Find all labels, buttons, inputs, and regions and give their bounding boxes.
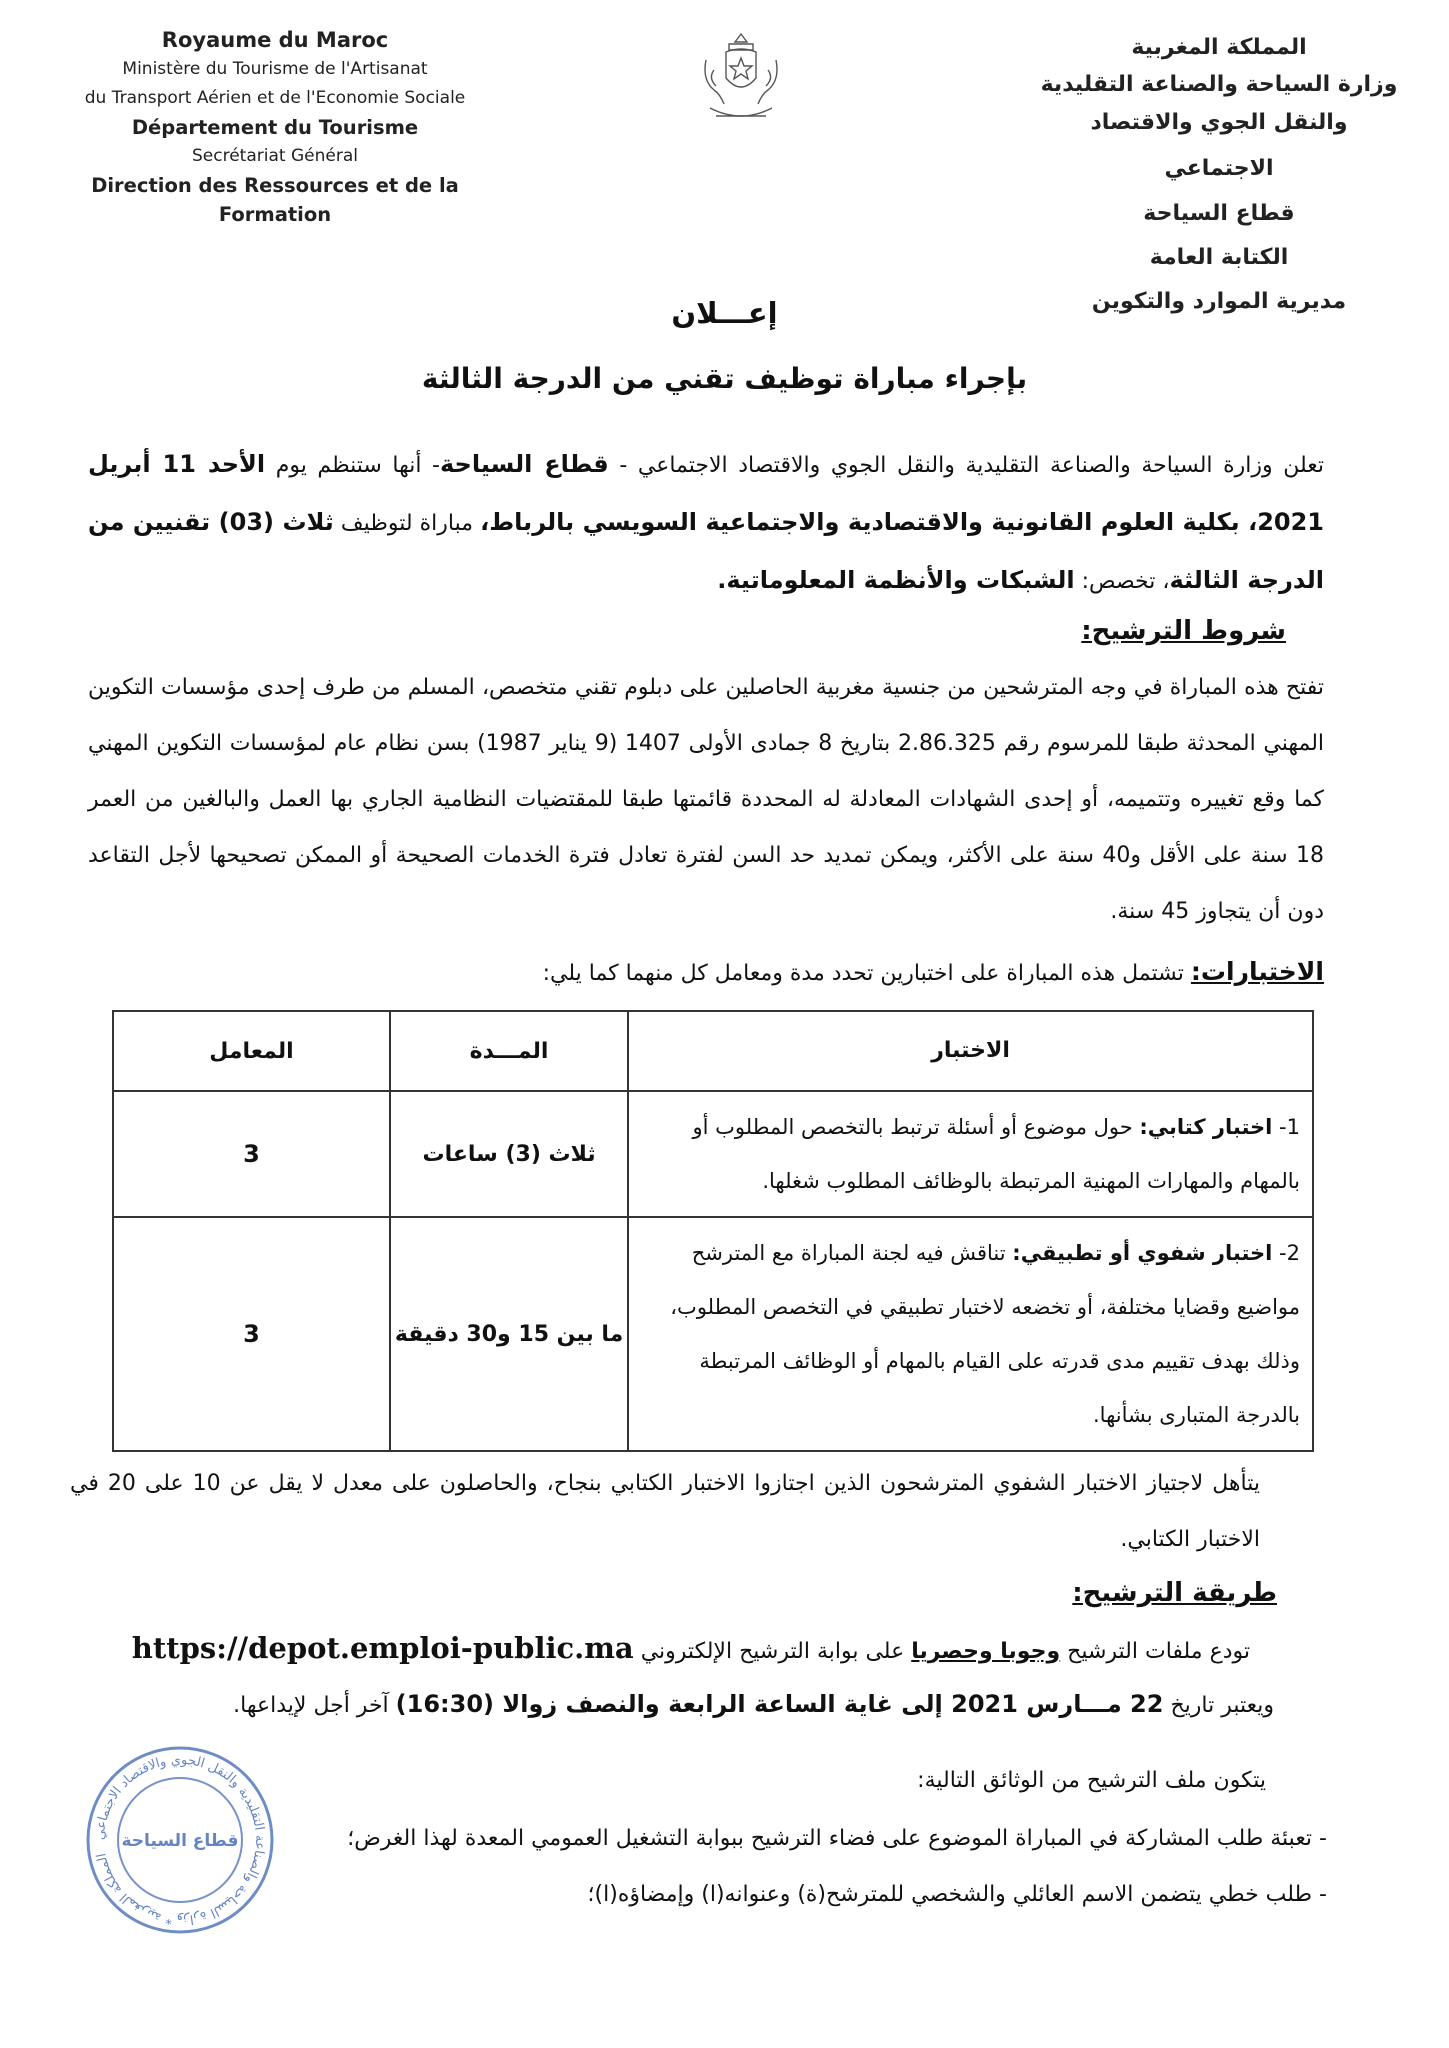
method-text-4: ويعتبر تاريخ — [1163, 1693, 1274, 1718]
method-mandatory: وجوبا وحصريا — [911, 1639, 1061, 1664]
exam-cell — [628, 1091, 1313, 1217]
department-fr: Département du Tourisme — [131, 116, 419, 139]
intro-specialty: الشبكات والأنظمة المعلوماتية. — [717, 566, 1075, 594]
intro-text-c: - أنها ستنظم يوم — [265, 453, 440, 478]
kingdom-ar: المملكة المغربية — [1131, 35, 1307, 60]
exams-heading: الاختبارات: — [1190, 957, 1324, 986]
kingdom-fr: Royaume du Maroc — [161, 28, 389, 52]
method-line-2 — [70, 1676, 1274, 1734]
intro-text-a: تعلن وزارة السياحة والصناعة التقليدية والنقل الجوي والاقتصاد الاجتماعي - — [608, 453, 1324, 478]
stamp-center-text: قطاع السياحة — [121, 1831, 239, 1851]
direction-ar: مديرية الموارد والتكوين — [1091, 289, 1347, 314]
header-arabic — [1039, 26, 1399, 324]
method-text-1: تودع ملفات الترشيح — [1060, 1639, 1250, 1664]
method-text-6: آخر أجل لإيداعها. — [233, 1693, 396, 1718]
intro-text-e: مباراة لتوظيف — [333, 511, 481, 536]
intro-text-g: ، تخصص: — [1074, 569, 1170, 594]
table-row — [113, 1091, 1313, 1217]
announcement-title: إعـــلان — [671, 296, 778, 330]
coat-of-arms-icon — [696, 30, 786, 130]
col-exam-header: الاختبار — [628, 1011, 1313, 1091]
method-text-3: على بوابة الترشيح الإلكتروني — [633, 1639, 912, 1664]
ministry-ar-1: وزارة السياحة والصناعة التقليدية — [1040, 72, 1398, 97]
exams-table — [112, 1010, 1314, 1452]
direction-fr: Direction des Ressources et de la Formation — [91, 174, 459, 226]
exams-intro — [88, 944, 1324, 1002]
announcement-subtitle: بإجراء مباراة توظيف تقني من الدرجة الثالثة — [421, 362, 1028, 395]
method-heading: طريقة الترشيح: — [1072, 1578, 1277, 1608]
exam-cell — [628, 1217, 1313, 1451]
documents-intro: يتكون ملف الترشيح من الوثائق التالية: — [917, 1768, 1266, 1793]
intro-positions: ثلاث (03) تقنيين من الدرجة الثالثة — [88, 508, 1324, 594]
col-coef-header: المعامل — [113, 1011, 390, 1091]
ministry-fr-1: Ministère du Tourisme de l'Artisanat — [122, 59, 428, 79]
qualification-paragraph: يتأهل لاجتياز الاختبار الشفوي المترشحون الذين اجتازوا الاختبار الكتابي بنجاح، والحاصلون على معدل لا يقل عن 10 على 20 في الاختبار الكتابي. — [70, 1471, 1260, 1552]
conditions-paragraph: تفتح هذه المباراة في وجه المترشحين من جنسية مغربية الحاصلين على دبلوم تقني متخصص، المسلم من طرف إحدى مؤسسات التكوين المهني المحدثة طبقا للمرسوم رقم 2.86.325 بتاريخ 8 جمادى الأولى 1407 (9 يناير 1987) بسن نظام عام لمؤسسات التكوين المهني كما وقع تغييره وتتميمه، أو إحدى الشهادات المعادلة له المحددة قائمتها طبقا للمقتضيات النظامية الجاري بها العمل والبالغين من العمر 18 سنة على الأقل و40 سنة على الأكثر، ويمكن تمديد حد السن لفترة تعادل فترة الخدمات الصحيحة أو الممكن تصحيحها لأجل التقاعد دون أن يتجاوز 45 سنة. — [88, 675, 1325, 924]
intro-sector: قطاع السياحة — [440, 450, 609, 478]
intro-paragraph — [88, 436, 1324, 610]
official-stamp — [82, 1742, 278, 1938]
duration-cell: ثلاث (3) ساعات — [390, 1091, 628, 1217]
method-line-1 — [70, 1620, 1250, 1680]
table-header-row — [113, 1011, 1313, 1091]
exams-intro-text: تشتمل هذه المباراة على اختبارين تحدد مدة ومعامل كل منهما كما يلي: — [542, 961, 1191, 986]
ministry-ar-2: والنقل الجوي والاقتصاد الاجتماعي — [1090, 110, 1348, 181]
exam-desc: تناقش فيه لجنة المباراة مع المترشح مواضيع وقضايا مختلفة، أو تخضعه لاختبار تطبيقي في التخصص المطلوب، وذلك بهدف تقييم مدى قدرته على القيام بالمهام أو الوظائف المرتبطة بالدرجة المتبارى بشأنها. — [670, 1241, 1300, 1427]
duration-cell: ما بين 15 و30 دقيقة — [390, 1217, 628, 1451]
col-duration-header: المـــدة — [390, 1011, 628, 1091]
document-item-1: - تعبئة طلب المشاركة في المباراة الموضوع على فضاء الترشيح ببوابة التشغيل العمومي المعدة لهذا الغرض؛ — [347, 1826, 1327, 1851]
secretariat-fr: Secrétariat Général — [192, 146, 358, 166]
exam-name: اختبار كتابي: — [1139, 1115, 1273, 1139]
intro-date-place: الأحد 11 أبريل 2021، بكلية العلوم القانونية والاقتصادية والاجتماعية السويسي بالرباط، — [88, 450, 1324, 536]
portal-url: https://depot.emploi-public.ma — [131, 1631, 634, 1665]
stamp-ring-text: المملكة المغربية * وزارة السياحة والصناعة التقليدية والنقل الجوي والاقتصاد الاجتماعي — [92, 1752, 268, 1928]
coef-cell: 3 — [113, 1091, 390, 1217]
exam-number: 1- — [1272, 1115, 1300, 1139]
table-row — [113, 1217, 1313, 1451]
exam-name: اختبار شفوي أو تطبيقي: — [1012, 1241, 1273, 1265]
exam-desc: حول موضوع أو أسئلة ترتبط بالتخصص المطلوب أو بالمهام والمهارات المهنية المرتبطة بالوظائف المطلوب شغلها. — [692, 1115, 1300, 1193]
header-french — [40, 26, 510, 229]
secretariat-ar: الكتابة العامة — [1149, 245, 1289, 270]
conditions-heading: شروط الترشيح: — [1081, 616, 1286, 646]
sector-ar: قطاع السياحة — [1143, 201, 1295, 226]
deadline: 22 مـــارس 2021 إلى غاية الساعة الرابعة والنصف زوالا (16:30) — [395, 1690, 1164, 1718]
document-item-2: - طلب خطي يتضمن الاسم العائلي والشخصي للمترشح(ة) وعنوانه(ا) وإمضاؤه(ا)؛ — [587, 1882, 1327, 1907]
coef-cell: 3 — [113, 1217, 390, 1451]
ministry-fr-2: du Transport Aérien et de l'Economie Sociale — [84, 88, 466, 108]
exam-number: 2- — [1272, 1241, 1300, 1265]
